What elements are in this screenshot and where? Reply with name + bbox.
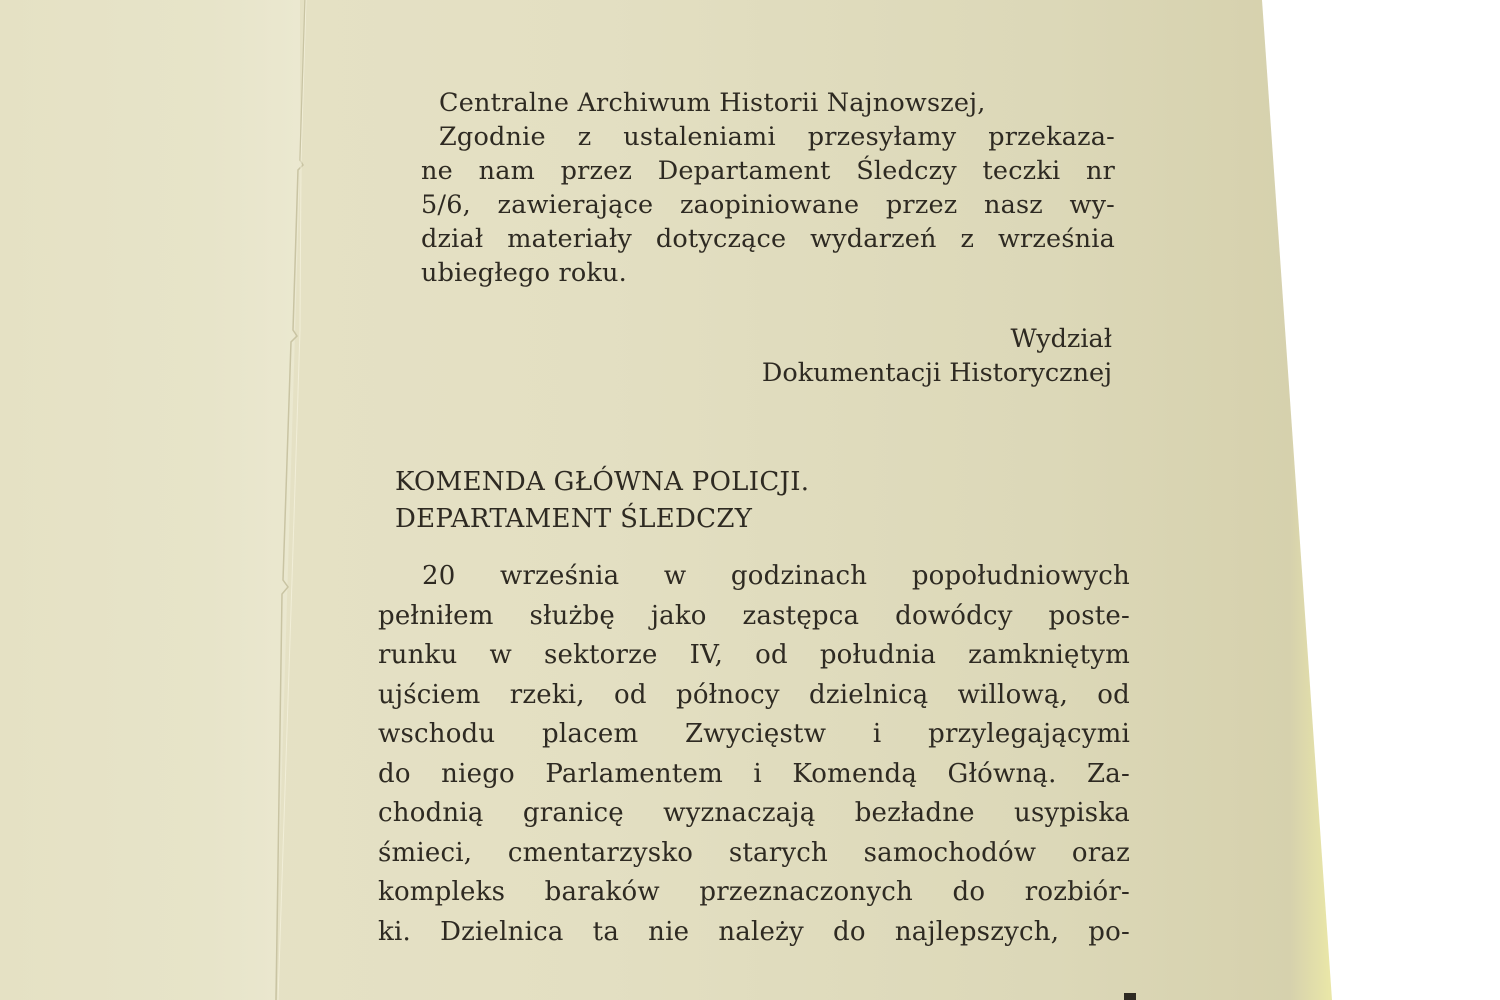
report-line: ujściem rzeki, od północy dzielnicą willową, od bbox=[378, 679, 1130, 710]
heading-line: DEPARTAMENT ŚLEDCZY bbox=[395, 504, 753, 534]
show-through-text bbox=[420, 0, 1120, 60]
letter-line: Centralne Archiwum Historii Najnowszej, bbox=[439, 88, 986, 118]
heading-line: KOMENDA GŁÓWNA POLICJI. bbox=[395, 467, 810, 497]
report-line: chodnią granicę wyznaczają bezładne usypiska bbox=[378, 798, 1130, 828]
report-body bbox=[378, 557, 1130, 952]
report-line: do niego Parlamentem i Komendą Główną. Za- bbox=[378, 758, 1130, 789]
letter-line: Zgodnie z ustaleniami przesyłamy przekaza- bbox=[439, 122, 1115, 152]
report-line: ki. Dzielnica ta nie należy do najlepszych, po- bbox=[378, 916, 1130, 947]
report-line: 20 września w godzinach popołudniowych bbox=[422, 561, 1130, 591]
letter-signature bbox=[762, 322, 1112, 390]
letter-body bbox=[395, 86, 1115, 290]
signature-line: Wydział bbox=[1010, 324, 1112, 354]
letter-line: 5/6, zawierające zaopiniowane przez nasz wy- bbox=[421, 190, 1115, 220]
left-page bbox=[0, 0, 300, 1000]
report-line: śmieci, cmentarzysko starych samochodów oraz bbox=[378, 837, 1130, 868]
report-line: wschodu placem Zwycięstw i przylegającymi bbox=[378, 719, 1130, 749]
letter-line: dział materiały dotyczące wydarzeń z września bbox=[421, 224, 1115, 254]
signature-line: Dokumentacji Historycznej bbox=[761, 358, 1112, 388]
letter-line: ubiegłego roku. bbox=[421, 258, 627, 288]
report-line: kompleks baraków przeznaczonych do rozbiór- bbox=[378, 877, 1130, 907]
letter-line: ne nam przez Departament Śledczy teczki nr bbox=[421, 156, 1115, 186]
report-line: runku w sektorze IV, od południa zamkniętym bbox=[378, 640, 1130, 670]
section-heading bbox=[395, 464, 809, 538]
page-mark bbox=[1124, 993, 1136, 1000]
report-line: pełniłem służbę jako zastępca dowódcy poste- bbox=[378, 600, 1130, 631]
